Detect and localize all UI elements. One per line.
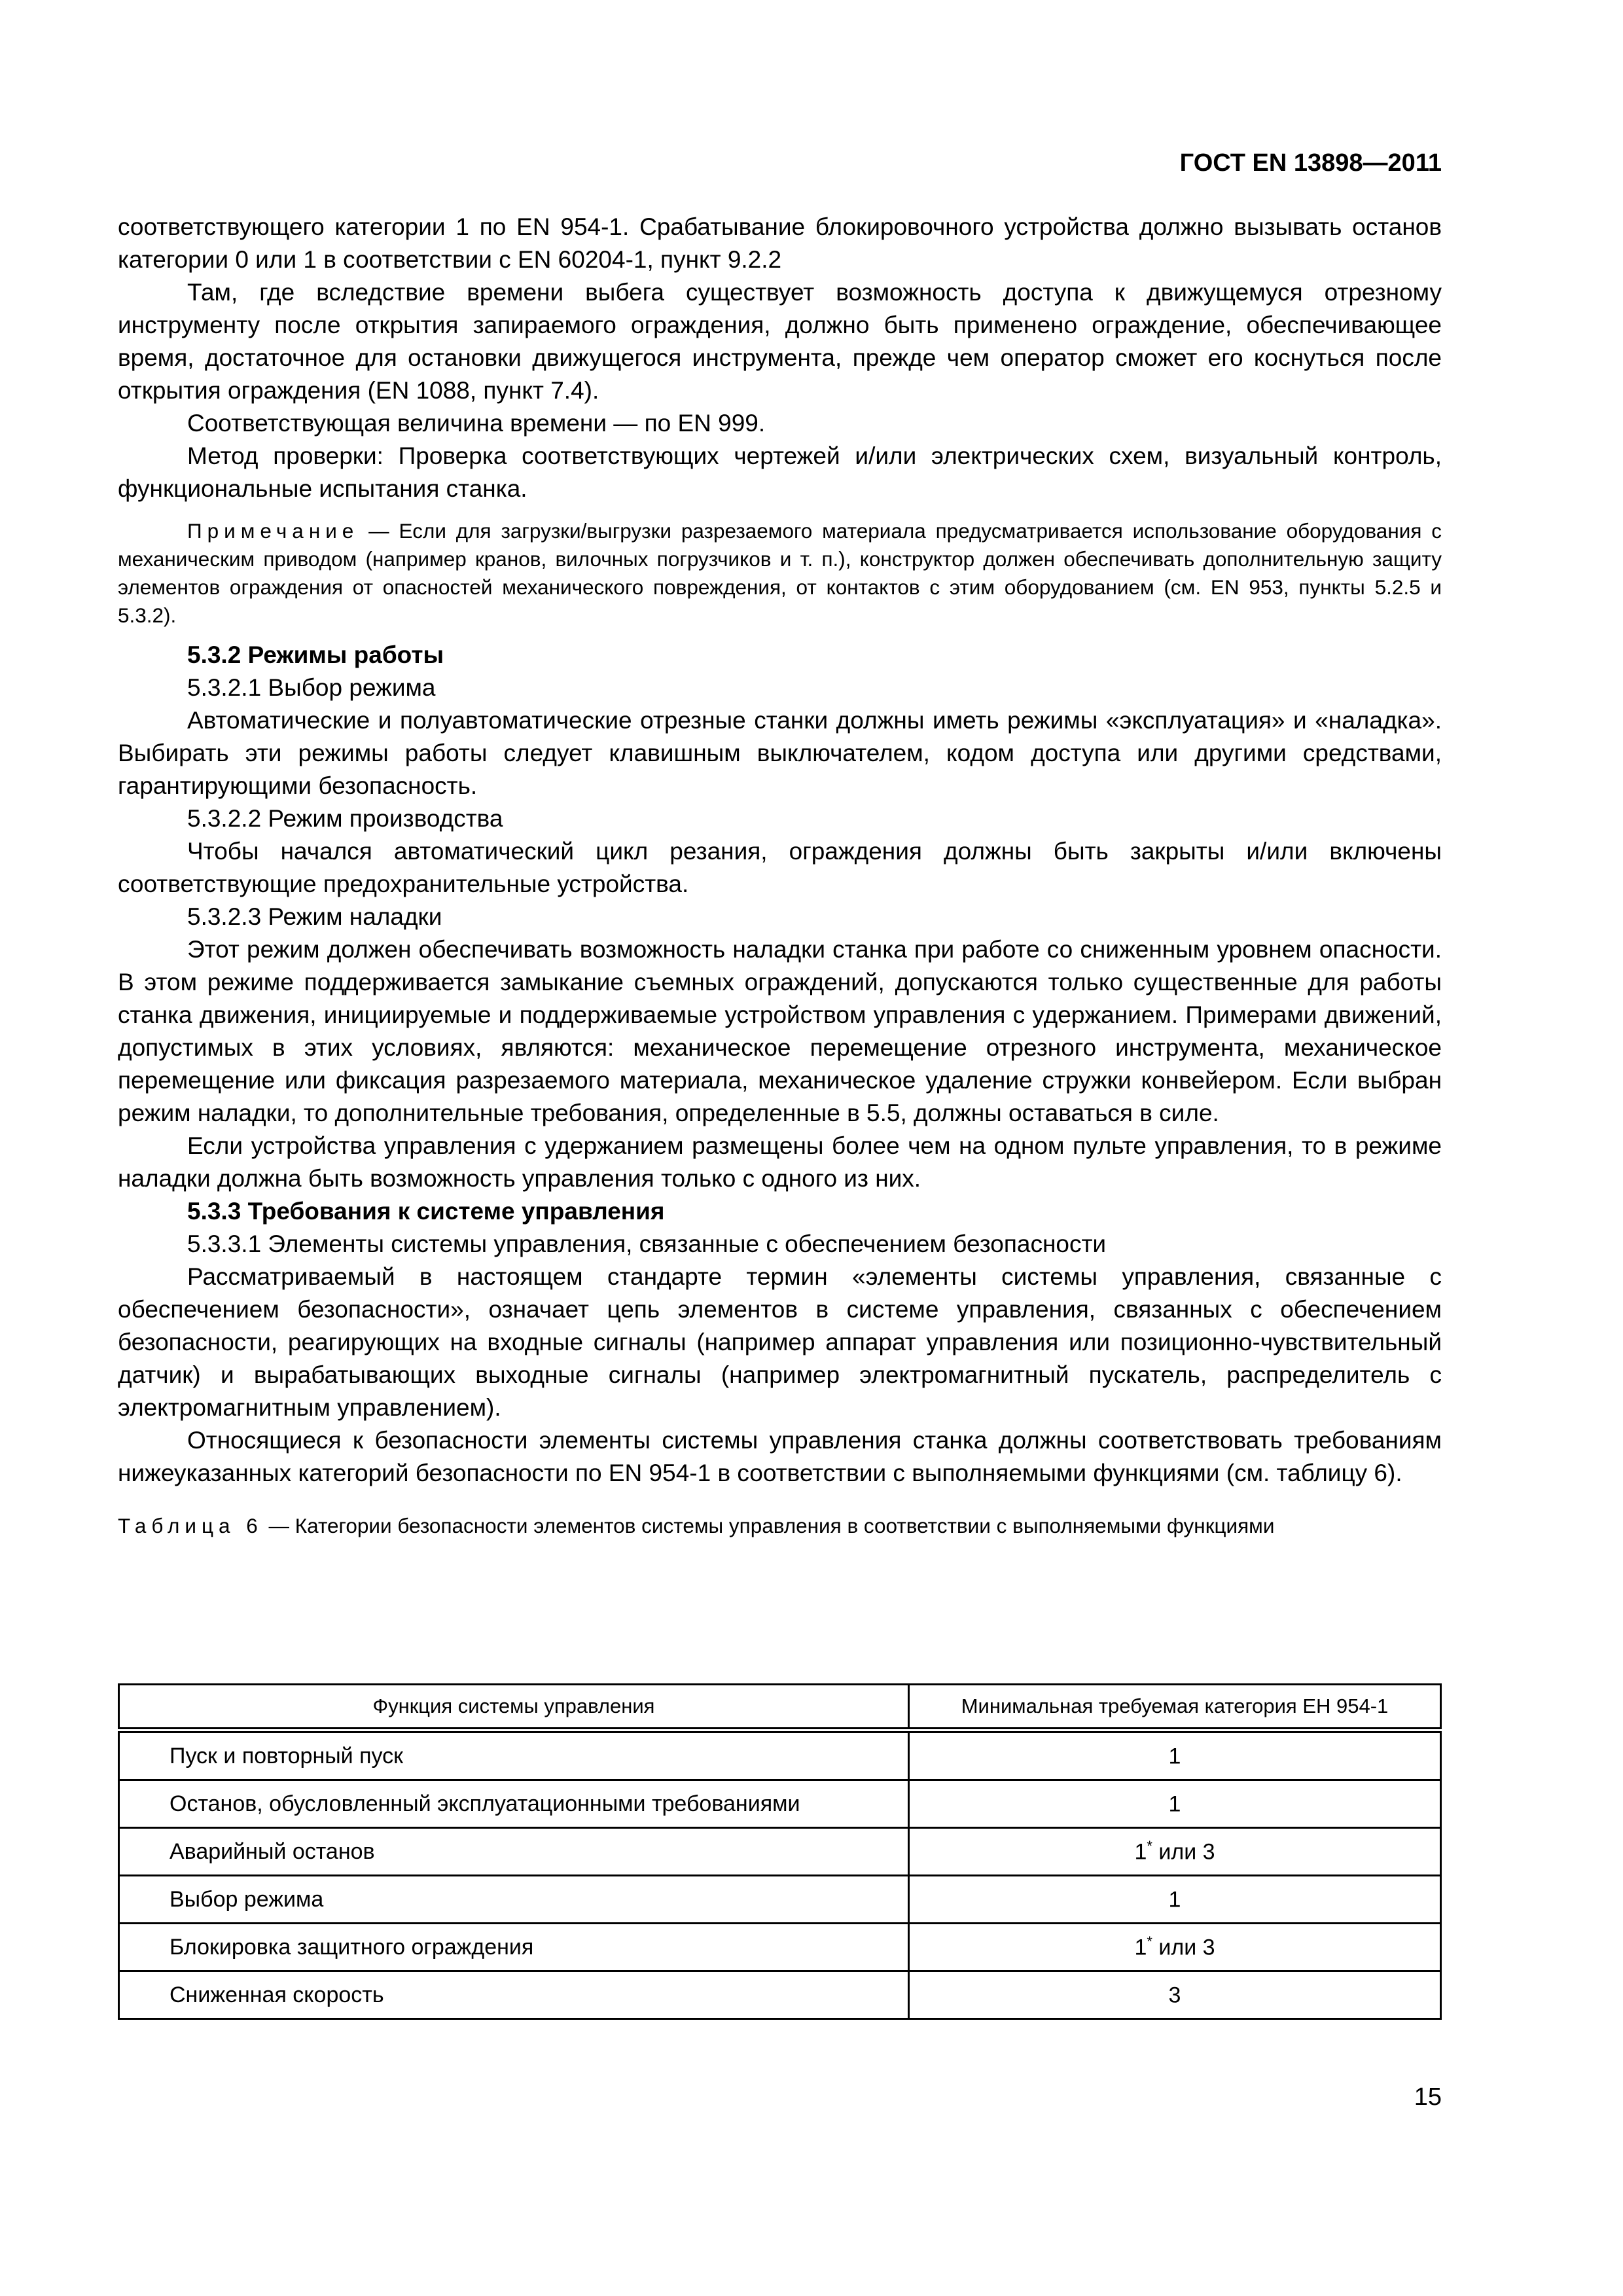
paragraph: Соответствующая величина времени — по EN 999.: [187, 410, 766, 437]
section-heading: 5.3.2 Режимы работы: [187, 641, 444, 668]
category-cell: [909, 1780, 1441, 1828]
document-id-header: ГОСТ EN 13898—2011: [1179, 149, 1442, 177]
paragraph: Автоматические и полуавтоматические отрезные станки должны иметь режимы «эксплуатация» и «наладка». Выбирать эти режимы работы следует клавишным выключателем, кодом доступа или другими средствами, гарантирующими безопасность.: [118, 707, 1442, 799]
document-body: [118, 211, 1442, 1540]
note-text: — Если для загрузки/выгрузки разрезаемого материала предусматривается использование оборудования с механическим приводом (например кранов, вилочных погрузчиков и т. п.), конструктор должен обеспечивать дополнительную защиту элементов ограждения от опасностей механического повреждения, от контактов с этим оборудованием (см. EN 953, пункты 5.2.5 и 5.3.2).: [118, 519, 1442, 627]
function-cell: Сниженная скорость: [119, 1971, 909, 2019]
table-row: [119, 1828, 1441, 1876]
table-row: [119, 1971, 1441, 2019]
category-value: 1: [1134, 1935, 1147, 1960]
category-cell: [909, 1828, 1441, 1876]
function-cell: Пуск и повторный пуск: [119, 1731, 909, 1780]
safety-categories-table: [118, 1683, 1442, 2020]
function-cell: Аварийный останов: [119, 1828, 909, 1876]
paragraph: Рассматриваемый в настоящем стандарте термин «элементы системы управления, связанные с обеспечением безопасности», означает цепь элементов в системе управления, связанных с обеспечением безопасности, реагирующих на входные сигналы (например аппарат управления или позиционно-чувствительный датчик) и вырабатывающих выходные сигналы (например электромагнитный пускатель, распределитель с электромагнитным управлением).: [118, 1263, 1442, 1421]
category-alternative: или 3: [1152, 1935, 1215, 1960]
column-header-category: Минимальная требуемая категория ЕН 954-1: [909, 1685, 1441, 1731]
table-caption: [118, 1512, 1442, 1540]
page-number: 15: [1414, 2083, 1442, 2111]
category-cell: [909, 1971, 1441, 2019]
table-caption-text: — Категории безопасности элементов системы управления в соответствии с выполняемыми функциями: [262, 1514, 1275, 1537]
column-header-function: Функция системы управления: [119, 1685, 909, 1731]
note: [118, 517, 1442, 630]
category-cell: [909, 1924, 1441, 1971]
paragraph: Относящиеся к безопасности элементы системы управления станка должны соответствовать требованиям нижеуказанных категорий безопасности по EN 954-1 в соответствии с выполняемыми функциями (см. таблицу 6).: [118, 1427, 1442, 1486]
category-alternative: или 3: [1152, 1839, 1215, 1865]
category-cell: [909, 1731, 1441, 1780]
paragraph: Метод проверки: Проверка соответствующих чертежей и/или электрических схем, визуальный контроль, функциональные испытания станка.: [118, 442, 1442, 502]
table-row: [119, 1731, 1441, 1780]
paragraph: Этот режим должен обеспечивать возможность наладки станка при работе со сниженным уровнем опасности. В этом режиме поддерживается замыкание съемных ограждений, допускаются только существенные для работы станка движения, инициируемые и поддерживаемые устройством управления с удержанием. Примерами движений, допустимых в этих условиях, являются: механическое перемещение отрезного инструмента, механическое перемещение или фиксация разрезаемого материала, механическое удаление стружки конвейером. Если выбран режим наладки, то дополнительные требования, определенные в 5.5, должны оставаться в силе.: [118, 936, 1442, 1126]
function-cell: Останов, обусловленный эксплуатационными требованиями: [119, 1780, 909, 1828]
function-cell: Блокировка защитного ограждения: [119, 1924, 909, 1971]
subsection-heading: 5.3.2.2 Режим производства: [187, 805, 503, 832]
footnote-marker: *: [1147, 1933, 1152, 1950]
category-value: 1: [1168, 1791, 1181, 1817]
category-value: 1: [1134, 1839, 1147, 1865]
table-row: [119, 1876, 1441, 1924]
function-cell: Выбор режима: [119, 1876, 909, 1924]
paragraph: Там, где вследствие времени выбега существует возможность доступа к движущемуся отрезному инструменту после открытия запираемого ограждения, должно быть применено ограждение, обеспечивающее время, достаточное для остановки движущегося инструмента, прежде чем оператор сможет его коснуться после открытия ограждения (EN 1088, пункт 7.4).: [118, 279, 1442, 404]
category-cell: [909, 1876, 1441, 1924]
subsection-heading: 5.3.3.1 Элементы системы управления, связанные с обеспечением безопасности: [187, 1230, 1107, 1257]
table-header-row: [119, 1685, 1441, 1731]
paragraph: Если устройства управления с удержанием размещены более чем на одном пульте управления, то в режиме наладки должна быть возможность управления только с одного из них.: [118, 1132, 1442, 1192]
footnote-marker: *: [1147, 1838, 1152, 1855]
category-value: 1: [1168, 1887, 1181, 1912]
subsection-heading: 5.3.2.1 Выбор режима: [187, 674, 436, 701]
note-label: Примечание: [187, 519, 359, 543]
table-row: [119, 1924, 1441, 1971]
category-value: 1: [1168, 1744, 1181, 1769]
paragraph: Чтобы начался автоматический цикл резания, ограждения должны быть закрыты и/или включены соответствующие предохранительные устройства.: [118, 838, 1442, 897]
table-caption-label: Таблица 6: [118, 1514, 263, 1537]
table-row: [119, 1780, 1441, 1828]
subsection-heading: 5.3.2.3 Режим наладки: [187, 903, 442, 930]
category-value: 3: [1168, 1982, 1181, 2008]
paragraph: соответствующего категории 1 по EN 954-1. Срабатывание блокировочного устройства должно вызывать останов категории 0 или 1 в соответствии с EN 60204-1, пункт 9.2.2: [118, 213, 1442, 273]
section-heading: 5.3.3 Требования к системе управления: [187, 1198, 665, 1225]
